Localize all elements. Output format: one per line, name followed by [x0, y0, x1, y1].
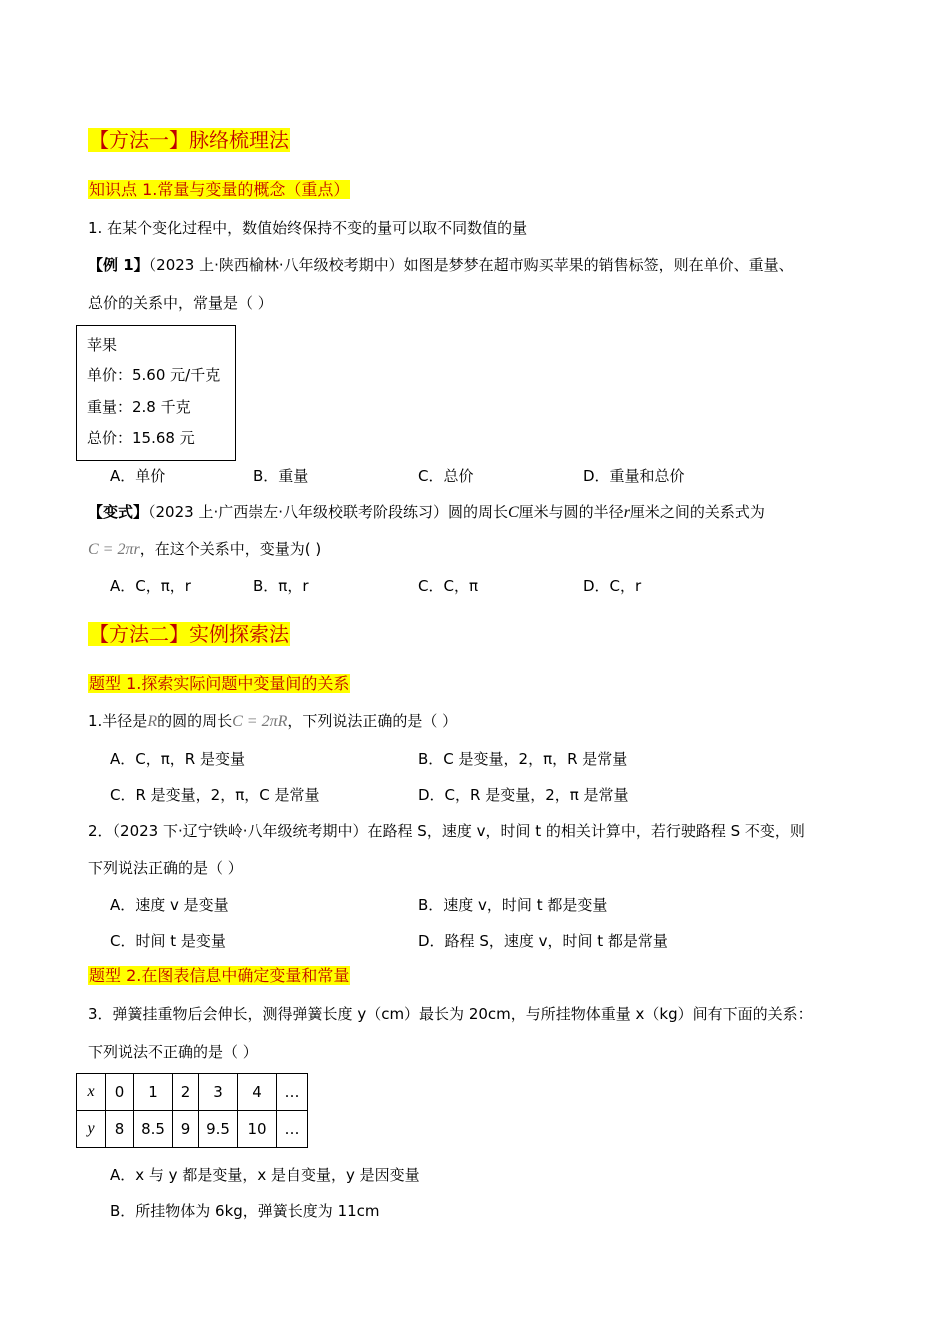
question-1-option-b: B．C 是变量，2，π，R 是常量	[418, 750, 628, 768]
table-cell: 3	[199, 1074, 238, 1111]
question-1-formula: C = 2πR	[232, 713, 288, 730]
example-1-option-b: B．重量	[253, 467, 309, 485]
label-unit-price: 单价：5.60 元/千克	[87, 366, 221, 384]
table-cell: 1	[134, 1074, 173, 1111]
question-2-option-b: B．速度 v，时间 t 都是变量	[418, 896, 608, 914]
question-1-option-d: D．C，R 是变量，2，π 是常量	[418, 786, 629, 804]
example-1-tag: 【例 1】	[88, 256, 149, 274]
method1-heading: 【方法一】脉络梳理法	[89, 128, 289, 152]
question-3-option-a: A．x 与 y 都是变量，x 是自变量，y 是因变量	[110, 1166, 420, 1184]
table-cell: 9.5	[199, 1111, 238, 1148]
variant-option-a: A．C，π，r	[110, 577, 191, 595]
table-cell: 10	[238, 1111, 277, 1148]
table-cell: 8	[106, 1111, 134, 1148]
example-1-option-d: D．重量和总价	[583, 467, 685, 485]
question-2-option-c: C．时间 t 是变量	[110, 932, 226, 950]
label-weight: 重量：2.8 千克	[87, 398, 191, 416]
type-2-heading: 题型 2.在图表信息中确定变量和常量	[89, 966, 350, 985]
question-3-line-1: 3．弹簧挂重物后会伸长，测得弹簧长度 y（cm）最长为 20cm，与所挂物体重量 x（kg）间有下面的关系：	[88, 1005, 813, 1023]
question-1-text-a: 1.半径是	[88, 712, 148, 730]
table-row-y	[77, 1111, 308, 1148]
method2-heading: 【方法二】实例探索法	[89, 622, 289, 646]
table-cell: 9	[173, 1111, 199, 1148]
variant-text-c: 厘米之间的关系式为	[629, 503, 765, 521]
variant-text-a: （2023 上·广西崇左·八年级校联考阶段练习）圆的周长	[148, 503, 508, 521]
label-total: 总价：15.68 元	[87, 429, 195, 447]
table-row-x	[77, 1074, 308, 1111]
variant-option-c: C．C，π	[418, 577, 478, 595]
question-3-option-b: B．所挂物体为 6kg，弹簧长度为 11cm	[110, 1202, 380, 1220]
price-label-box	[76, 325, 236, 461]
question-2-line-1: 2．（2023 下·辽宁铁岭·八年级统考期中）在路程 S，速度 v，时间 t 的相关计算中，若行驶路程 S 不变，则	[88, 822, 805, 840]
table-cell: 8.5	[134, 1111, 173, 1148]
variant-line-1	[88, 503, 765, 522]
table-cell: 4	[238, 1074, 277, 1111]
example-1-line-1	[88, 256, 794, 274]
table-header-x: x	[77, 1074, 106, 1111]
label-title: 苹果	[87, 336, 118, 354]
example-1-option-a: A．单价	[110, 467, 166, 485]
variant-line-2	[88, 540, 321, 559]
question-2-option-d: D．路程 S，速度 v，时间 t 都是常量	[418, 932, 668, 950]
knowledge-point-1-heading: 知识点 1.常量与变量的概念（重点）	[89, 180, 350, 199]
spring-data-table	[76, 1073, 308, 1148]
question-1-var-r: R	[147, 713, 158, 730]
table-cell: …	[277, 1111, 308, 1148]
question-1-option-a: A．C，π，R 是变量	[110, 750, 245, 768]
variant-tag: 【变式】	[88, 503, 149, 521]
variant-formula: C = 2πr	[88, 541, 140, 558]
example-1-line-2: 总价的关系中，常量是（ ）	[88, 294, 273, 312]
question-2-line-2: 下列说法正确的是（ ）	[88, 859, 243, 877]
type-1-heading: 题型 1.探索实际问题中变量间的关系	[89, 674, 350, 693]
question-1-line	[88, 712, 457, 731]
example-1-option-c: C．总价	[418, 467, 474, 485]
variant-text-b: 厘米与圆的半径	[518, 503, 624, 521]
variant-option-b: B．π，r	[253, 577, 309, 595]
question-1-option-c: C．R 是变量，2，π，C 是常量	[110, 786, 320, 804]
variant-text-d: ，在这个关系中，变量为( )	[139, 540, 322, 558]
table-cell: 2	[173, 1074, 199, 1111]
variant-var-c: C	[508, 504, 519, 521]
table-header-y: y	[77, 1111, 106, 1148]
example-1-text: （2023 上·陕西榆林·八年级校考期中）如图是梦梦在超市购买苹果的销售标签，则在单价、重量、	[148, 256, 794, 274]
variant-option-d: D．C，r	[583, 577, 642, 595]
table-cell: 0	[106, 1074, 134, 1111]
question-3-line-2: 下列说法不正确的是（ ）	[88, 1043, 258, 1061]
question-1-text-b: 的圆的周长	[157, 712, 233, 730]
question-2-option-a: A．速度 v 是变量	[110, 896, 229, 914]
question-1-text-c: ，下列说法正确的是（ ）	[287, 712, 458, 730]
variant-var-r: r	[623, 504, 630, 521]
item-1-text: 1. 在某个变化过程中，数值始终保持不变的量可以取不同数值的量	[88, 219, 528, 237]
table-cell: …	[277, 1074, 308, 1111]
